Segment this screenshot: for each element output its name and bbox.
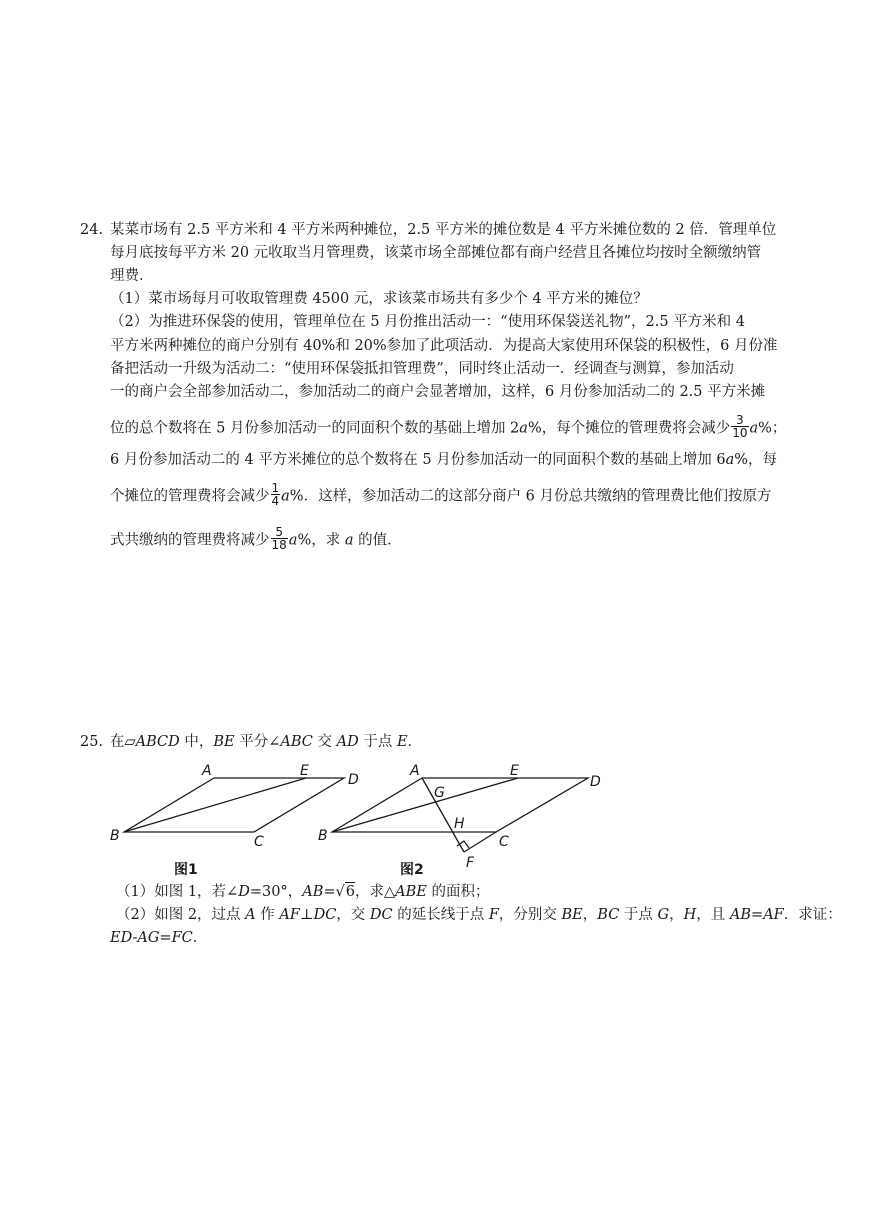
- text: 式共缴纳的管理费将减少: [110, 532, 270, 549]
- math: BC: [597, 907, 620, 923]
- point-label-b: B: [318, 828, 328, 844]
- math: A: [245, 907, 256, 923]
- text: ，分别交: [498, 907, 562, 923]
- point-label-d: D: [348, 772, 359, 788]
- parallelogram-abcd: [124, 778, 344, 832]
- text: 的面积；: [426, 884, 490, 900]
- variable-a: a: [281, 488, 290, 505]
- point-label-c: C: [254, 834, 264, 850]
- q25-part-2-line-2: [110, 929, 207, 947]
- text: =: [751, 907, 764, 923]
- q24-intro-line-3: 理费．: [110, 268, 154, 284]
- math: ABC: [280, 734, 313, 750]
- text: =: [323, 884, 336, 900]
- math: ABE: [395, 884, 427, 900]
- math: BE: [561, 907, 583, 923]
- math: DC: [313, 907, 337, 923]
- variable-a: a: [344, 532, 354, 549]
- q24-intro-line-1: 某菜市场有 2.5 平方米和 4 平方米两种摊位，2.5 平方米的摊位数是 4 平方米摊位数的 2 倍．管理单位: [110, 222, 777, 238]
- q25-stem: [110, 733, 422, 751]
- q24-part-2-line-4: 一的商户会全部参加活动二，参加活动二的商户会显著增加，这样，6 月份参加活动二的 2.5 平方米摊: [110, 384, 766, 400]
- text: （2）如图 2，过点: [116, 907, 246, 923]
- text: ，求△: [355, 884, 396, 900]
- q24-part-2-line-3: 备把活动一升级为活动二：“使用环保袋抵扣管理费”，同时终止活动一．经调查与测算，参加活动: [110, 361, 734, 377]
- text: 的延长线于点: [392, 907, 489, 923]
- math: DC: [369, 907, 393, 923]
- text: ，: [582, 907, 598, 923]
- q25-part-2-line-1: [116, 906, 842, 924]
- fraction-denominator: 4: [271, 494, 280, 508]
- variable-a: a: [519, 420, 528, 437]
- text: 交: [312, 734, 337, 750]
- q24-part-2-line-6: [110, 451, 777, 469]
- math: ED-AG=FC: [110, 930, 193, 946]
- fraction: [271, 482, 281, 507]
- math: F: [488, 907, 499, 923]
- text: 作: [255, 907, 280, 923]
- segment-cf: [464, 832, 496, 852]
- variable-a: a: [725, 452, 735, 468]
- math: AF: [279, 907, 300, 923]
- variable-a: a: [749, 420, 759, 437]
- text: %．这样，参加活动二的这部分商户 6 月份总共缴纳的管理费比他们按原方: [289, 488, 772, 505]
- point-label-b: B: [110, 828, 120, 844]
- text: 平分∠: [234, 734, 281, 750]
- point-label-e: E: [300, 763, 309, 779]
- q24-intro-line-2: 每月底按每平方米 20 元收取当月管理费，该菜市场全部摊位都有商户经营且各摊位均按时全额缴纳管: [110, 245, 762, 261]
- text: 位的总个数将在 5 月份参加活动一的同面积个数的基础上增加 2: [110, 420, 520, 437]
- text: =30°，: [249, 884, 303, 900]
- text: 于点: [619, 907, 658, 923]
- segment-be: [332, 778, 518, 832]
- fraction-numerator: 3: [731, 414, 748, 427]
- variable-a: a: [288, 532, 298, 549]
- text: ，交: [336, 907, 370, 923]
- text: %；: [758, 420, 787, 437]
- text: ，且: [696, 907, 730, 923]
- fraction-numerator: 1: [271, 481, 280, 495]
- point-label-d: D: [590, 774, 601, 790]
- text: 的值．: [353, 532, 402, 549]
- q24-part-2-line-1: （2）为推进环保袋的使用，管理单位在 5 月份推出活动一：“使用环保袋送礼物”，2.5 平方米和 4: [110, 314, 745, 330]
- q24-part-1: （1）菜市场每月可收取管理费 4500 元，求该菜市场共有多少个 4 平方米的摊位？: [110, 291, 648, 307]
- fraction: [271, 526, 288, 551]
- fraction: [731, 414, 748, 439]
- point-label-e: E: [510, 763, 519, 779]
- q24-part-2-line-2: 平方米两种摊位的商户分别有 40%和 20%参加了此项活动．为提高大家使用环保袋的积极性，6 月份准: [110, 338, 778, 354]
- question-number: 25.: [80, 734, 104, 750]
- math: BE: [213, 734, 235, 750]
- sqrt-sign: √: [335, 884, 345, 900]
- segment-be: [124, 778, 306, 832]
- text: ，: [669, 907, 684, 923]
- figure-1-caption: 图1: [174, 862, 198, 878]
- math: G: [657, 907, 670, 923]
- math: AB: [729, 907, 752, 923]
- point-label-g: G: [434, 785, 445, 801]
- math: AF: [763, 907, 784, 923]
- text: 于点: [358, 734, 397, 750]
- text: %，求: [297, 532, 345, 549]
- text: ．求证：: [783, 907, 842, 923]
- q24-part-2-line-7: [110, 481, 772, 509]
- fraction-denominator: 10: [732, 426, 748, 440]
- text: ．: [192, 930, 208, 946]
- sqrt-radicand: 6: [345, 884, 355, 900]
- text: 中，: [179, 734, 214, 750]
- math: AB: [302, 884, 324, 900]
- math: E: [396, 734, 408, 750]
- parallelogram-symbol: ▱: [124, 734, 136, 750]
- math: ABCD: [135, 734, 180, 750]
- text: ⊥: [299, 907, 314, 923]
- q24-part-2-line-8: [110, 525, 402, 553]
- q25-part-1: [116, 882, 489, 901]
- q24-part-2-line-5: [110, 413, 787, 441]
- point-label-a: A: [202, 763, 212, 779]
- text: 个摊位的管理费将会减少: [110, 488, 270, 505]
- math: H: [683, 907, 697, 923]
- text: ．: [407, 734, 423, 750]
- point-label-f: F: [466, 855, 475, 870]
- text: %，每个摊位的管理费将会减少: [527, 420, 731, 437]
- question-number: 24.: [80, 222, 104, 238]
- point-label-h: H: [454, 816, 465, 832]
- fraction-denominator: 18: [271, 538, 287, 552]
- text: （1）如图 1，若∠: [116, 884, 239, 900]
- math: D: [238, 884, 250, 900]
- text: 6 月份参加活动二的 4 平方米摊位的总个数将在 5 月份参加活动一的同面积个数的基础上增加 6: [110, 452, 726, 468]
- point-label-c: C: [499, 834, 509, 850]
- figure-2: [316, 760, 616, 870]
- figure-2-caption: 图2: [400, 862, 424, 878]
- text: %，每: [734, 452, 777, 468]
- point-label-a: A: [410, 763, 420, 779]
- text: 在: [110, 734, 125, 750]
- fraction-numerator: 5: [271, 526, 288, 539]
- math: AD: [336, 734, 359, 750]
